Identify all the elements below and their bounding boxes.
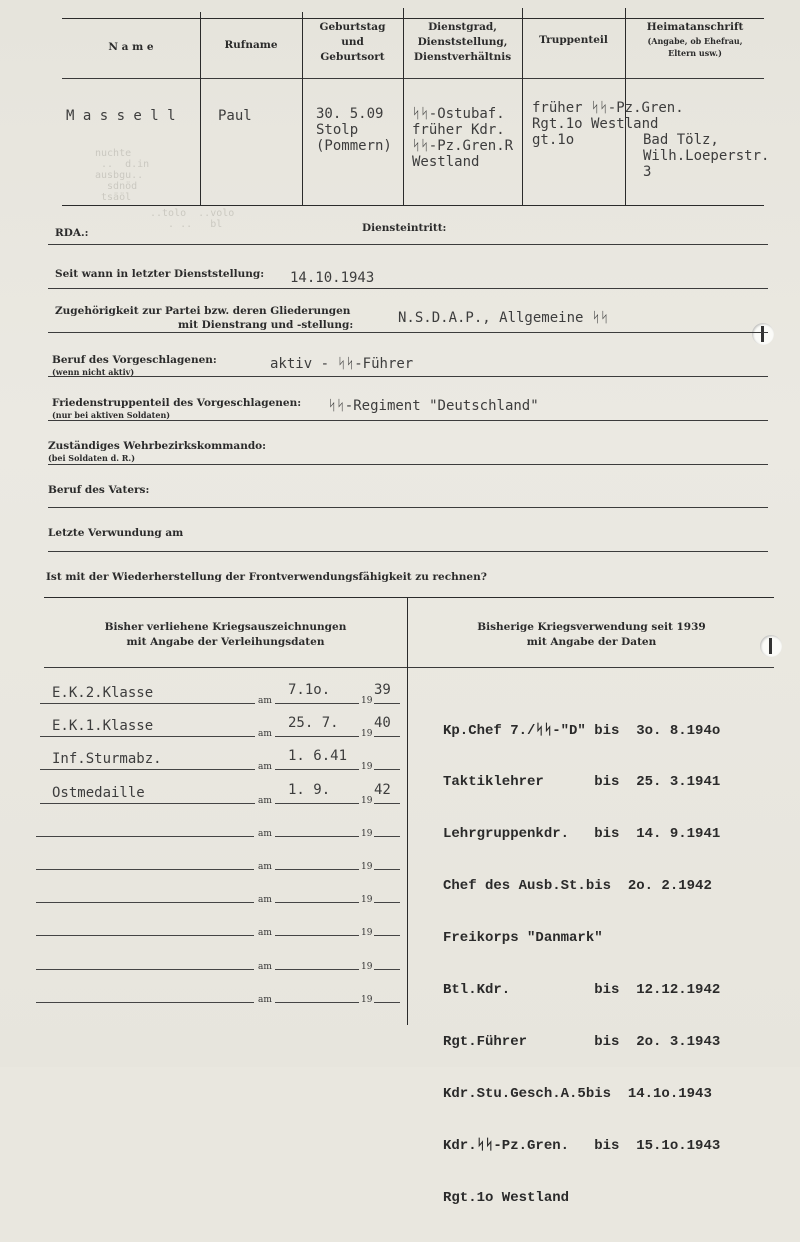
award-date-line (275, 703, 359, 704)
award-name-line (40, 803, 255, 804)
empty-name-line (36, 1002, 254, 1003)
service-line: Lehrgruppenkdr. bis 14. 9.1941 (443, 826, 721, 843)
award-name-line (40, 769, 255, 770)
award-date-line (275, 769, 359, 770)
empty-date-line (275, 935, 359, 936)
empty-year-line (374, 836, 400, 837)
award-name: Ostmedaille (52, 785, 145, 801)
table-top-border (62, 18, 764, 19)
form-line (48, 420, 768, 421)
empty-am: am (258, 962, 272, 972)
empty-name-line (36, 869, 254, 870)
award-year: 39 (374, 682, 391, 698)
award-am: am (258, 796, 272, 806)
award-date-line (275, 736, 359, 737)
award-am: am (258, 729, 272, 739)
value-beruf: aktiv - ᛋᛋ-Führer (270, 356, 414, 372)
award-year-prefix: 19 (361, 796, 373, 806)
award-am: am (258, 762, 272, 772)
lower-table-top (44, 597, 774, 598)
award-year-line (374, 703, 400, 704)
empty-am: am (258, 829, 272, 839)
service-line: Kp.Chef 7./ᛋᛋ-"D" bis 3o. 8.194o (443, 722, 721, 739)
label-partei-1: Zugehörigkeit zur Partei bzw. deren Gliederungen (55, 305, 351, 317)
award-year-prefix: 19 (361, 762, 373, 772)
award-name: E.K.2.Klasse (52, 685, 154, 701)
person-dienstgrad: ᛋᛋ-Ostubaf. früher Kdr. ᛋᛋ-Pz.Gren.R Westland (412, 106, 514, 170)
service-line: Freikorps "Danmark" (443, 930, 603, 947)
label-frieden-sub: (nur bei aktiven Soldaten) (52, 410, 171, 420)
value-partei: N.S.D.A.P., Allgemeine ᛋᛋ (398, 310, 609, 326)
award-year-prefix: 19 (361, 729, 373, 739)
label-rda: RDA.: (55, 227, 89, 239)
person-truppenteil: früher ᛋᛋ-Pz.Gren. Rgt.1o Westland gt.1o (532, 100, 684, 148)
bleed-through-text: ..tolo ..volo . .. bl (150, 208, 235, 230)
label-beruf: Beruf des Vorgeschlagenen: (52, 354, 217, 366)
empty-year-line (374, 969, 400, 970)
form-line (48, 376, 768, 377)
label-diensteintritt: Diensteintritt: (362, 222, 447, 234)
empty-am: am (258, 862, 272, 872)
value-frieden: ᛋᛋ-Regiment "Deutschland" (328, 398, 539, 414)
empty-date-line (275, 869, 359, 870)
service-history (443, 688, 720, 1242)
form-line (48, 464, 768, 465)
label-seit: Seit wann in letzter Dienststellung: (55, 268, 265, 280)
label-vater: Beruf des Vaters: (48, 484, 150, 496)
person-heimat: Bad Tölz, Wilh.Loeperstr. 3 (643, 132, 770, 180)
award-year: 42 (374, 782, 391, 798)
award-name: Inf.Sturmabz. (52, 751, 162, 767)
label-frieden: Friedenstruppenteil des Vorgeschlagenen: (52, 397, 302, 409)
lower-table-divider (407, 597, 408, 1025)
empty-year-prefix: 19 (361, 862, 373, 872)
award-date: 25. 7. (288, 715, 339, 731)
empty-year-prefix: 19 (361, 829, 373, 839)
empty-name-line (36, 836, 254, 837)
award-am: am (258, 696, 272, 706)
person-geburt: 30. 5.09 Stolp (Pommern) (316, 106, 392, 154)
table-bottom-border (62, 205, 764, 206)
service-line: Btl.Kdr. bis 12.12.1942 (443, 982, 721, 999)
label-wbk: Zuständiges Wehrbezirkskommando: (48, 440, 267, 452)
person-name: M a s s e l l (66, 108, 176, 124)
label-verwundung: Letzte Verwundung am (48, 527, 184, 539)
empty-am: am (258, 995, 272, 1005)
award-name-line (40, 736, 255, 737)
award-year-line (374, 736, 400, 737)
punch-hole (752, 323, 774, 345)
service-line: Chef des Ausb.St.bis 2o. 2.1942 (443, 878, 712, 895)
award-year-prefix: 19 (361, 696, 373, 706)
form-line (48, 507, 768, 508)
award-date: 1. 9. (288, 782, 331, 798)
table-header-divider (62, 78, 764, 79)
empty-year-prefix: 19 (361, 962, 373, 972)
empty-date-line (275, 902, 359, 903)
empty-year-line (374, 869, 400, 870)
form-line (48, 288, 768, 289)
empty-name-line (36, 935, 254, 936)
empty-year-line (374, 902, 400, 903)
service-line: Kdr.ᛋᛋ-Pz.Gren. bis 15.1o.1943 (443, 1137, 721, 1154)
header-name: N a m e (108, 41, 154, 53)
service-line: Taktiklehrer bis 25. 3.1941 (443, 774, 721, 791)
service-header: Bisherige Kriegsverwendung seit 1939 mit Angabe der Daten (477, 621, 706, 648)
empty-year-line (374, 935, 400, 936)
award-name: E.K.1.Klasse (52, 718, 154, 734)
label-partei-2: mit Dienstrang und -stellung: (178, 319, 354, 331)
service-line: Kdr.Stu.Gesch.A.5bis 14.1o.1943 (443, 1085, 712, 1102)
form-line (48, 332, 768, 333)
form-line (48, 244, 768, 245)
header-truppenteil: Truppenteil (539, 34, 608, 46)
award-date: 7.1o. (288, 682, 331, 698)
service-line: Rgt.Führer bis 2o. 3.1943 (443, 1033, 721, 1050)
empty-year-prefix: 19 (361, 928, 373, 938)
header-geburt: Geburtstag und Geburtsort (319, 21, 386, 63)
label-front: Ist mit der Wiederherstellung der Frontverwendungsfähigkeit zu rechnen? (46, 571, 487, 583)
award-date: 1. 6.41 (288, 748, 348, 764)
header-heimat: Heimatanschrift (Angabe, ob Ehefrau, Eltern usw.) (646, 21, 744, 58)
award-year-line (374, 803, 400, 804)
form-line (48, 551, 768, 552)
empty-year-prefix: 19 (361, 895, 373, 905)
person-rufname: Paul (218, 108, 252, 124)
award-year-line (374, 769, 400, 770)
header-dienstgrad: Dienstgrad, Dienststellung, Dienstverhältnis (413, 21, 512, 63)
bleed-through-text: nuchte .. d.in ausbgu.. sdnöd tsäöl (95, 148, 150, 203)
header-rufname: Rufname (224, 39, 278, 51)
service-line: Rgt.1o Westland (443, 1189, 570, 1206)
empty-am: am (258, 895, 272, 905)
value-seit: 14.10.1943 (290, 270, 375, 286)
label-wbk-sub: (bei Soldaten d. R.) (48, 453, 135, 463)
empty-date-line (275, 1002, 359, 1003)
empty-date-line (275, 969, 359, 970)
empty-am: am (258, 928, 272, 938)
empty-name-line (36, 969, 254, 970)
empty-name-line (36, 902, 254, 903)
award-date-line (275, 803, 359, 804)
lower-table-header-divider (44, 667, 774, 668)
awards-header: Bisher verliehene Kriegsauszeichnungen mit Angabe der Verleihungsdaten (104, 621, 347, 648)
award-name-line (40, 703, 255, 704)
label-beruf-sub: (wenn nicht aktiv) (52, 367, 135, 377)
empty-year-prefix: 19 (361, 995, 373, 1005)
award-year: 40 (374, 715, 391, 731)
empty-date-line (275, 836, 359, 837)
empty-year-line (374, 1002, 400, 1003)
